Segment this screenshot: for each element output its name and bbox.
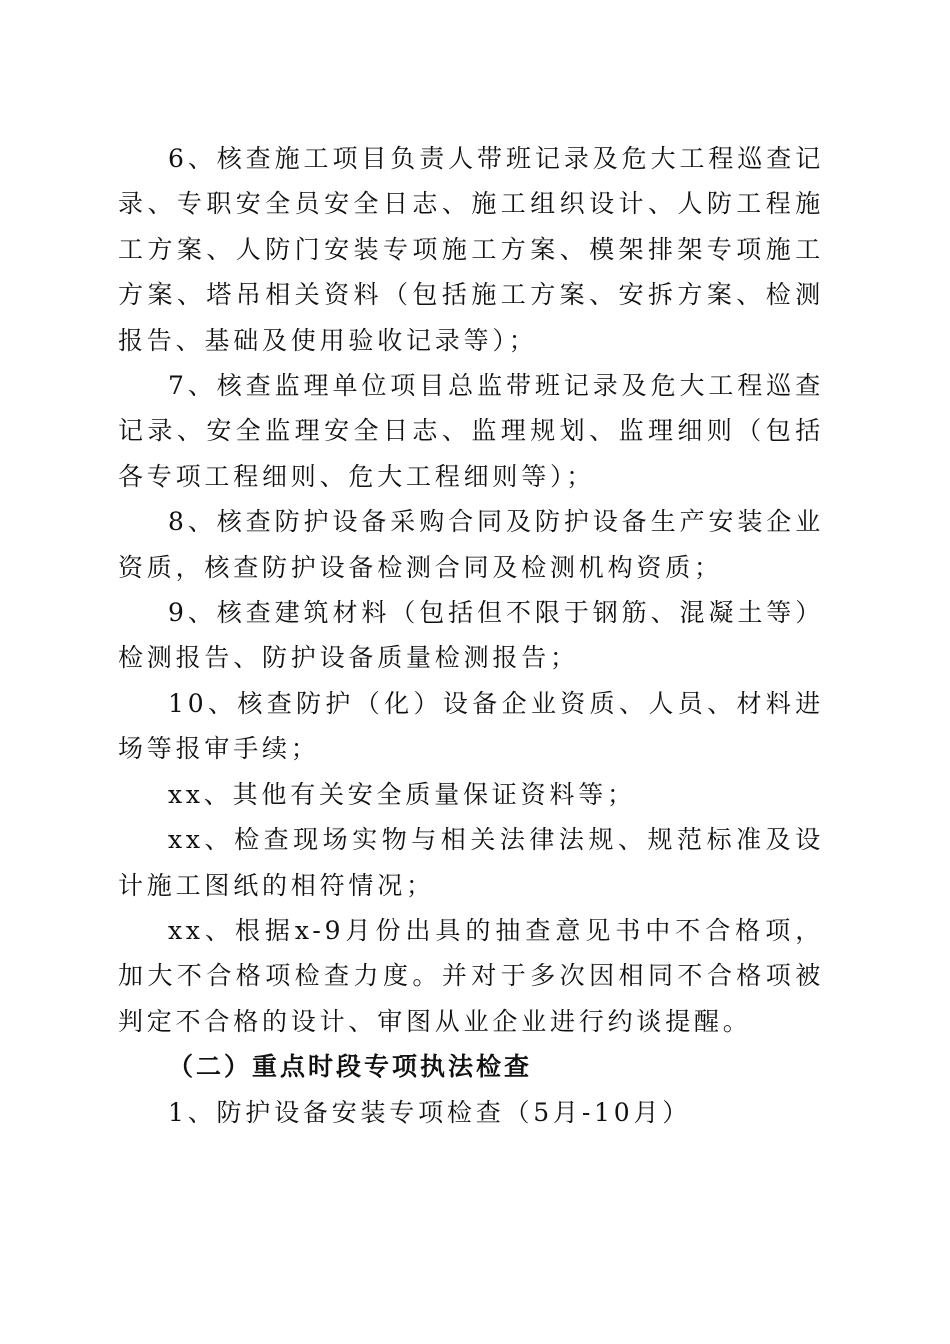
paragraph-item-nonconformity: xx、根据x-9月份出具的抽查意见书中不合格项，加大不合格项检查力度。并对于多次因相同不合格项被判定不合格的设计、审图从业企业进行约谈提醒。 [118, 915, 824, 1036]
paragraph-item-9: 9、核查建筑材料（包括但不限于钢筋、混凝土等）检测报告、防护设备质量检测报告； [118, 598, 824, 673]
paragraph-item-10: 10、核查防护（化）设备企业资质、人员、材料进场等报审手续； [118, 688, 824, 764]
section-heading: （二）重点时段专项执法检查 [168, 1052, 533, 1082]
paragraph-item-6: 6、核查施工项目负责人带班记录及危大工程巡查记录、专职安全员安全日志、施工组织设计、人防工程施工方案、人防门安装专项施工方案、模架排架专项施工方案、塔吊相关资料（包括施工方案、安拆方案、检测报告、基础及使用验收记录等）； [118, 144, 824, 355]
paragraph-item-other-materials: xx、其他有关安全质量保证资料等； [168, 779, 636, 809]
document-body [118, 136, 824, 1135]
paragraph-item-site-inspection: xx、检查现场实物与相关法律法规、规范标准及设计施工图纸的相符情况； [118, 825, 824, 900]
paragraph-item-8: 8、核查防护设备采购合同及防护设备生产安装企业资质，核查防护设备检测合同及检测机构资质； [118, 507, 824, 582]
sub-item-protective-equipment: 1、防护设备安装专项检查（5月-10月） [168, 1097, 692, 1127]
paragraph-item-7: 7、核查监理单位项目总监带班记录及危大工程巡查记录、安全监理安全日志、监理规划、监理细则（包括各专项工程细则、危大工程细则等）； [118, 371, 824, 491]
